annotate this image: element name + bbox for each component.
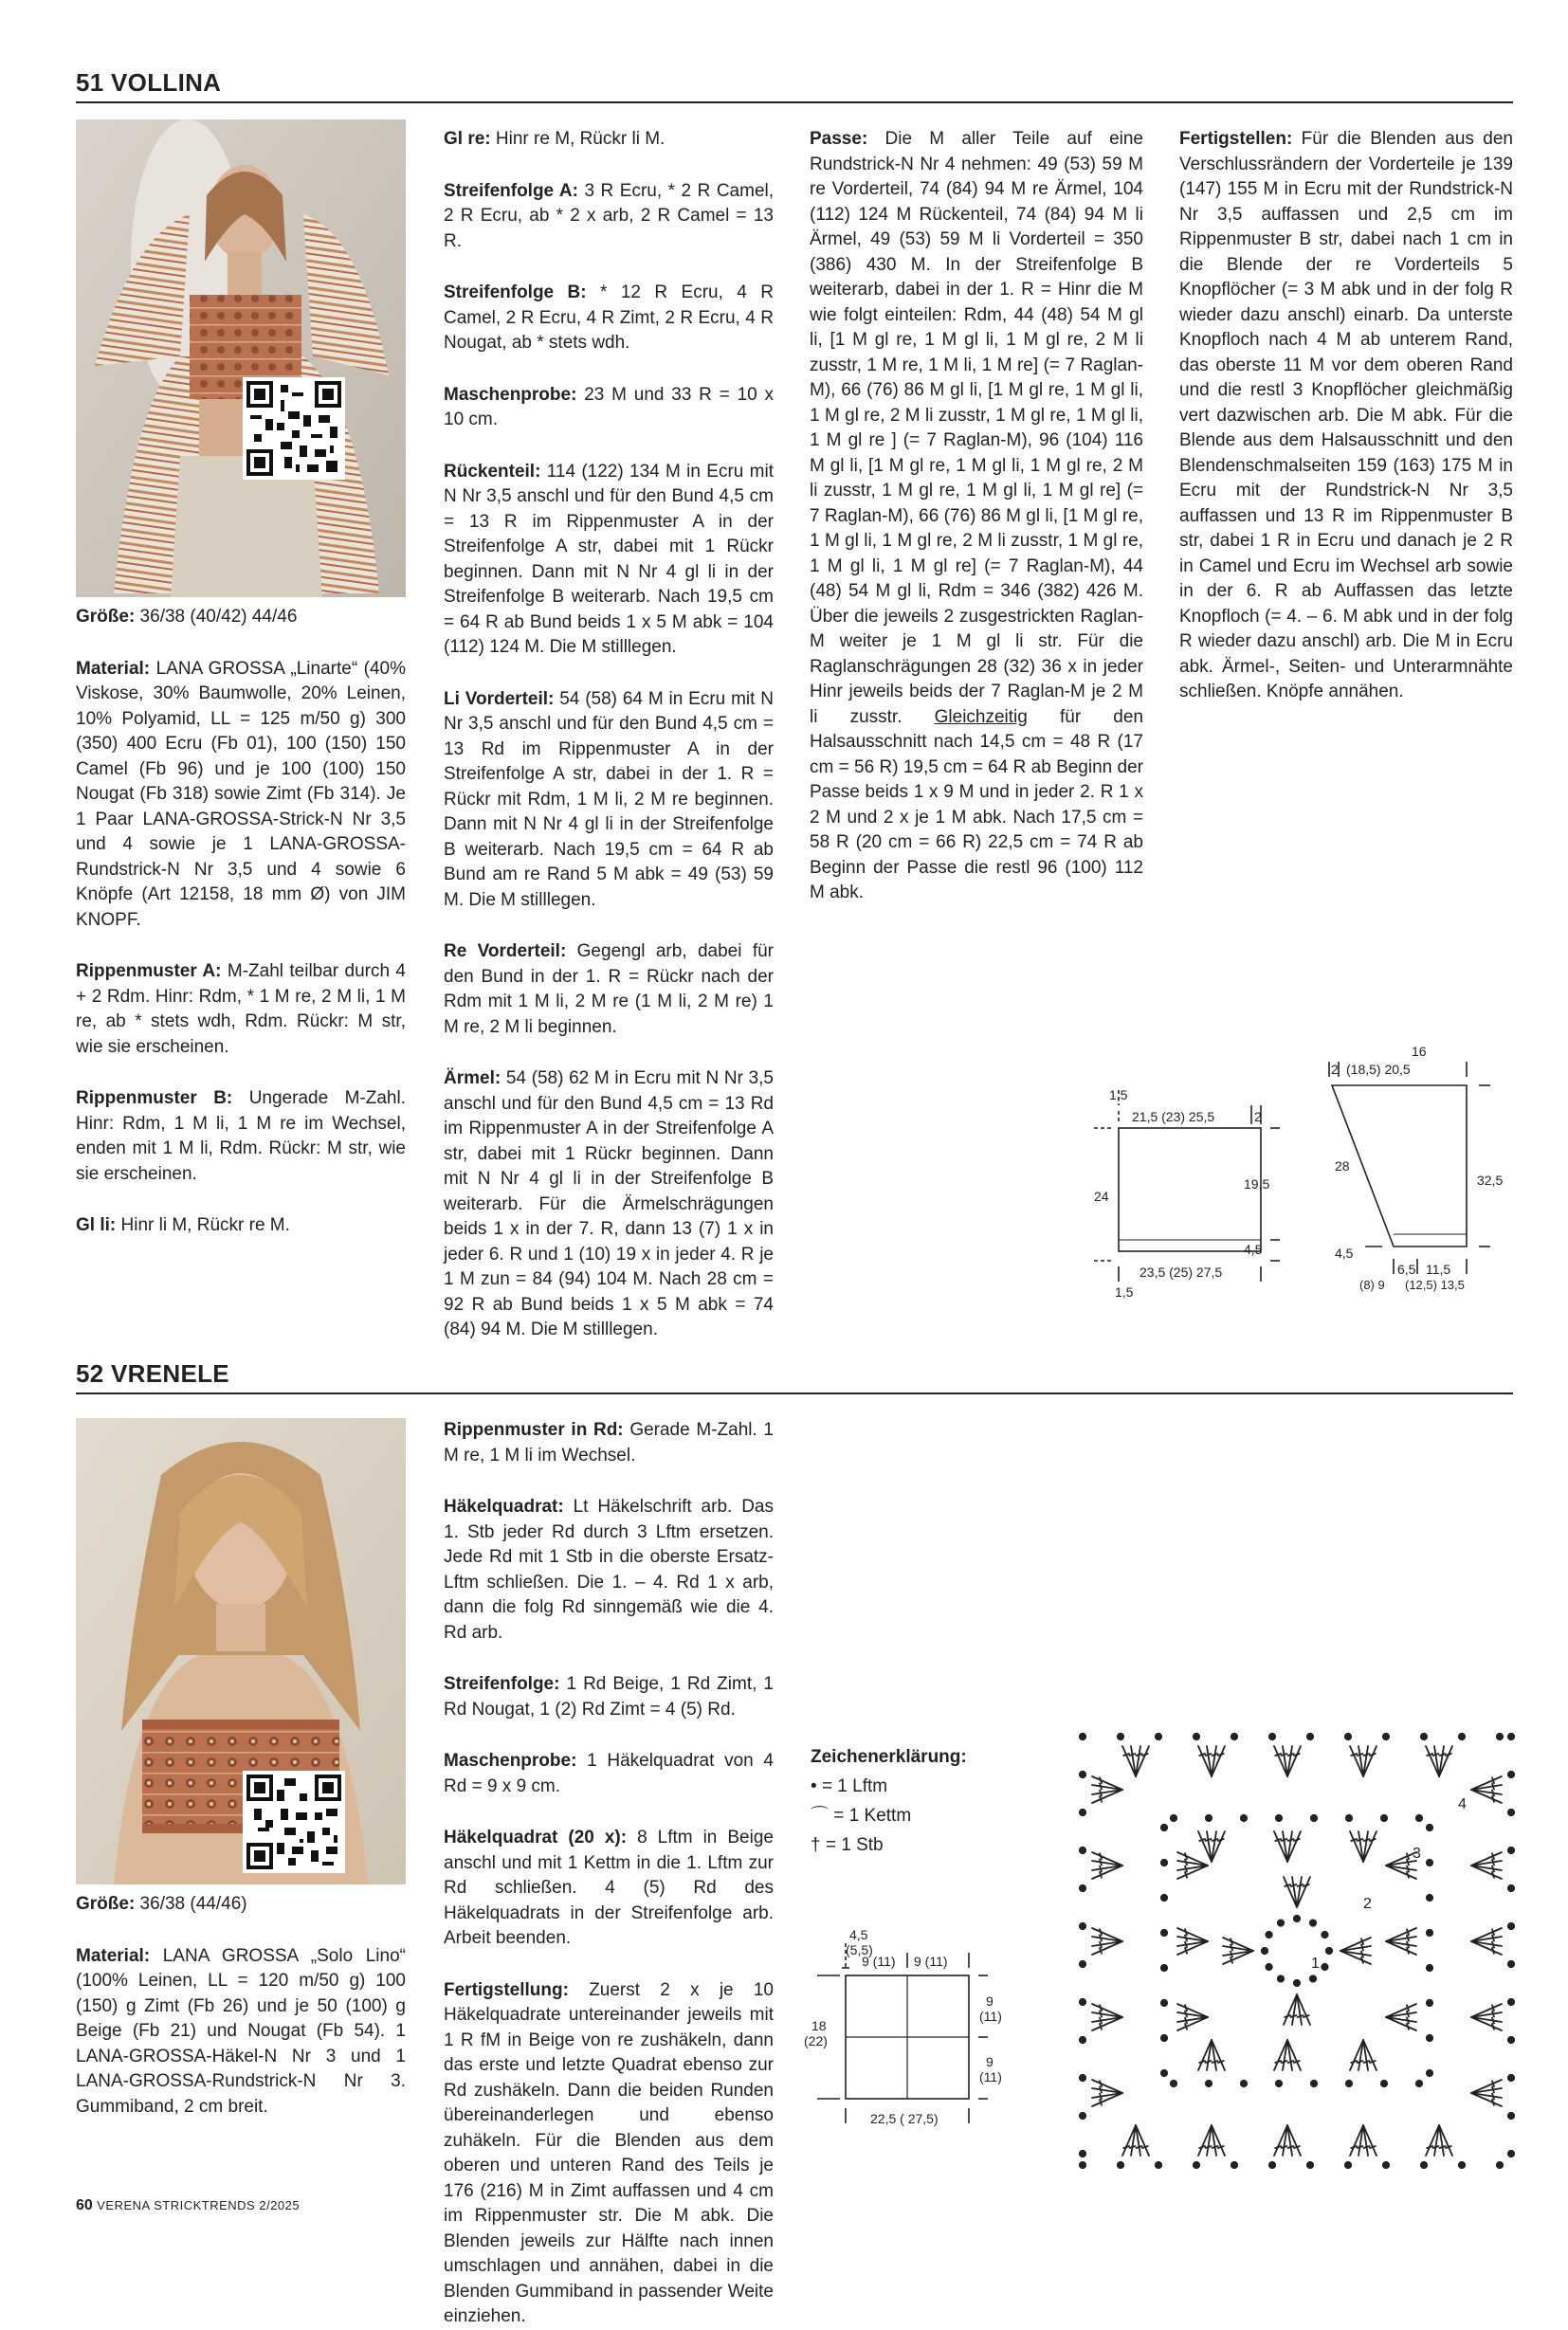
section-header-52 <box>76 1359 1513 1394</box>
treble-cluster-icon <box>1092 1776 1122 1803</box>
treble-cluster-icon <box>1350 2125 1377 2156</box>
chain-stitch-icon <box>1508 1923 1514 1929</box>
text-gl-re: Hinr re M, Rückr li M. <box>490 129 665 149</box>
treble-cluster-icon <box>1092 1928 1122 1955</box>
dim-body-mark: 2 <box>1254 1109 1262 1124</box>
chain-stitch-icon <box>1459 1734 1465 1739</box>
text-maschenprobe-52: 1 Häkelquadrat von 4 Rd = 9 x 9 cm. <box>444 1751 774 1796</box>
treble-cluster-icon <box>1092 1852 1122 1879</box>
text-passe: Die M aller Teile auf eine Rundstrick-N Nr 4 nehmen: 49 (53) 59 M re Vorderteil, 74 (84) 94 M re Ärmel, 104 (112) 124 M Rückenteil, 74 (84) 94 M li Ärmel, 49 (53) 59 M li Vorderteil = 350 (386) 430 M. In der Streifenfolge B weiterarb, dabei in der 1. R = Hinr die M wie folgt einteilen: Rdm, 44 (48) 54 M gl li, [1 M gl re, 1 M gl li, 1 M gl re, 2 M li zusstr, 1 M re, 1 M li, 1 M re] (= 7 Raglan-M), 66 (76) 86 M gl li, [1 M gl re, 1 M gl li, 1 M gl re, 2 M li zusstr, 1 M gl re, 1 M gl li, 1 M gl re ] (= 7 Raglan-M), 96 (104) 116 M gl li, [1 M gl re, 1 M gl li, 1 M gl re, 2 M li zusstr, 1 M gl re, 1 M gl li, 1 M gl re] (= 7 Raglan-M), 66 (76) 86 M gl li, [1 M gl re, 1 M gl li, 1 M gl re, 2 M li zusstr, 1 M gl re, 1 M gl li, 1 M gl re] (= 7 Raglan-M), 44 (48) 54 M gl li, Rdm = 346 (382) 426 M. Über die jeweils 2 zusgestrickten Raglan-M weiter je 1 M gl li str. Für die Raglanschrägungen 28 (32) 36 x in jeder Hinr jeweils beids der 7 Raglan-M je 2 M li zusstr. <box>810 129 1143 727</box>
label-gl-re: Gl re: <box>444 129 491 149</box>
text-passe-2: für den Halsausschnitt nach 14,5 cm = 48 R (17 cm = 56 R) 19,5 cm = 64 R ab Beginn der Passe beids 1 x 9 M und in jeder 2. R 1 x 2 M und 2 x je 1 M abk. Nach 17,5 cm = 58 R (20 cm = 66 R) 22,5 cm = 74 R ab Beginn der Passe die restl 96 (100) 112 M abk. <box>810 706 1143 902</box>
chain-stitch-icon <box>1161 1825 1167 1830</box>
dim-body-height: 24 <box>1094 1189 1109 1204</box>
chain-stitch-icon <box>1508 2151 1514 2157</box>
text-streifenfolge-52: 1 Rd Beige, 1 Rd Zimt, 1 Rd Nougat, 1 (2) Rd Zimt = 4 (5) Rd. <box>444 1674 774 1720</box>
chain-stitch-icon <box>1194 1734 1199 1739</box>
dim-body-side: 19,5 <box>1244 1176 1270 1192</box>
chain-stitch-icon <box>1345 1734 1351 1739</box>
treble-cluster-icon <box>1122 1746 1149 1776</box>
label-fertigstellen: Fertigstellen: <box>1179 129 1293 149</box>
section-title-51: 51 VOLLINA <box>76 68 222 97</box>
label-passe: Passe: <box>810 129 868 149</box>
chain-stitch-icon <box>1171 1815 1176 1821</box>
qr-code-51[interactable] <box>243 377 345 480</box>
label-haekelquadrat-20x: Häkelquadrat (20 x): <box>444 1828 628 1848</box>
chain-stitch-icon <box>1416 1815 1422 1821</box>
treble-cluster-icon <box>1350 1746 1377 1776</box>
chain-stitch-icon <box>1080 2151 1085 2157</box>
slip-stitch-icon: ⌒ <box>811 1806 830 1826</box>
treble-cluster-icon <box>1092 2080 1122 2106</box>
treble-cluster-icon <box>1274 2040 1301 2070</box>
label-haekelquadrat: Häkelquadrat: <box>444 1497 564 1517</box>
treble-cluster-icon <box>1340 1938 1371 1964</box>
chain-stitch-icon <box>1427 1965 1432 1971</box>
legend-lftm-text: = 1 Lftm <box>821 1776 888 1796</box>
chain-stitch-icon <box>1294 1916 1300 1921</box>
dim-square-right-2: 9 <box>986 2054 994 2069</box>
chain-stitch-icon <box>1381 2081 1387 2086</box>
model-photo-cardigan <box>76 119 406 597</box>
qr-code-52[interactable] <box>243 1771 345 1873</box>
chain-stitch-icon <box>1346 1815 1352 1821</box>
dim-sleeve-top-2: (18,5) 20,5 <box>1346 1062 1411 1077</box>
dim-sleeve-bottom-2-sub: (12,5) 13,5 <box>1405 1278 1465 1292</box>
chain-stitch-icon <box>1326 1948 1332 1954</box>
text-streifenfolge-b: * 12 R Ecru, 4 R Camel, 2 R Ecru, 4 R Zimt, 2 R Ecru, 4 R Nougat, ab * stets wdh. <box>444 282 774 353</box>
chain-stitch-icon <box>1080 1961 1085 1967</box>
schematic-52 <box>796 1924 1033 2142</box>
treble-cluster-icon <box>1122 2125 1149 2156</box>
chain-stitch-icon <box>1310 1920 1316 1925</box>
dim-sleeve-length: 28 <box>1335 1158 1350 1174</box>
text-rippenmuster-a: M-Zahl teilbar durch 4 + 2 Rdm. Hinr: Rdm, * 1 M re, 2 M li, 1 M re, ab * stets wdh, Rdm. Rückr: M str, wie sie erscheinen. <box>76 961 406 1057</box>
treble-cluster-icon <box>1198 2040 1225 2070</box>
label-gl-li: Gl li: <box>76 1215 117 1235</box>
dim-square-bottom: 22,5 ( 27,5) <box>870 2111 939 2126</box>
treble-cluster-icon <box>1177 1928 1208 1955</box>
text-rueckenteil: 114 (122) 134 M in Ecru mit N Nr 3,5 anschl und für den Bund 4,5 cm = 13 R im Rippenmuster A in der Streifenfolge A str, dabei mit 1 Rückr beginnen. Dann mit N Nr 4 gl li in der Streifenfolge B weiterarb. Nach 19,5 cm = 64 R ab Bund beids 1 x 5 M abk = 104 (112) 124 M. Die M stilllegen. <box>444 461 774 657</box>
cardigan-photo-illustration <box>76 119 406 597</box>
chain-stitch-icon <box>1310 1975 1316 1981</box>
chain-stitch-icon <box>1080 2113 1085 2119</box>
label-groesse-52: Größe: <box>76 1894 136 1914</box>
treble-cluster-icon <box>1284 1877 1310 1907</box>
treble-cluster-icon <box>1274 1831 1301 1862</box>
chain-stitch-icon <box>1194 2162 1199 2168</box>
chain-stitch-icon <box>1307 1734 1313 1739</box>
chain-stitch-icon <box>1161 1860 1167 1866</box>
chain-stitch-icon <box>1231 2162 1237 2168</box>
chain-stitch-icon <box>1508 2075 1514 2081</box>
chain-stitch-icon <box>1322 1932 1327 1938</box>
dim-sleeve-total: 32,5 <box>1477 1173 1504 1188</box>
dim-square-right-1b: (11) <box>979 2009 1002 2024</box>
chain-stitch-icon <box>1508 1734 1514 1739</box>
treble-cluster-icon <box>1350 2040 1377 2070</box>
text-rippenmuster-rd: Gerade M-Zahl. 1 M re, 1 M li im Wechsel. <box>444 1420 775 1465</box>
text-fertigstellen: Für die Blenden aus den Verschlussrändern der Vorderteile je 139 (147) 155 M in Ecru mit der Rundstrick-N Nr 3,5 auffassen und 2,5 cm im Rippenmuster B str, dabei nach 1 cm in die Blende der re Vorderteils 5 Knopflöcher (= 3 M abk und in der folg R wieder dazu anschl) einarb. Da unterste Knopfloch nach 4 M ab unterem Rand, das oberste 11 M vor dem oberen Rand und die restl 3 Knopflöcher gleichmäßig vert dazwischen arb. Die M abk. Für die Blende aus dem Halsausschnitt und den Blendenschmalseiten 159 (163) 175 M in Ecru mit der Rundstrick-N Nr 3,5 auffassen und 13 R im Rippenmuster B str, dabei 1 R in Ecru und danach je 2 R in Camel und Ecru im Wechsel arb sowie in der 6. R ab Auffassen das letzte Knopfloch (= 4. – 6. M abk und in der folg R wieder dazu anschl) arb. Die M in Ecru abk. Ärmel-, Seiten- und Unterarmnähte schließen. Knöpfe annähen. <box>1179 129 1513 701</box>
chain-stitch-icon <box>1383 2162 1389 2168</box>
text-aermel: 54 (58) 62 M in Ecru mit N Nr 3,5 anschl und für den Bund 4,5 cm = 13 Rd im Rippenmuster A in der Streifenfolge A str, dabei mit 1 Rückr beginnen. Dann mit N Nr 4 gl li in der Streifenfolge B weiterarb. Für die Ärmelschrägungen beids 1 x in der 7. R, dann 13 (7) 1 x in jeder 6. R und 1 (10) 19 x in jeder 4. R je 1 M zun = 84 (94) 104 M. Nach 28 cm = 92 R ab Bund beids 1 x 5 M abk = 74 (84) 94 M. Die M stilllegen. <box>444 1068 774 1339</box>
chain-stitch-icon <box>1346 2081 1352 2086</box>
label-streifenfolge-b: Streifenfolge B: <box>444 282 587 302</box>
col-52-1 <box>76 1892 406 2120</box>
dim-body-top: 1,5 <box>1109 1087 1128 1102</box>
schematic-51 <box>1081 1033 1517 1327</box>
chain-stitch-icon <box>1427 2070 1432 2076</box>
chain-stitch-icon <box>1080 1772 1085 1777</box>
treble-cluster-icon <box>1350 1831 1377 1862</box>
text-maschenprobe-51: 23 M und 33 R = 10 x 10 cm. <box>444 384 774 429</box>
chain-stitch-icon <box>1459 2162 1465 2168</box>
col-51-4 <box>1179 127 1513 732</box>
chain-stitch-icon <box>1269 1734 1275 1739</box>
label-rippenmuster-rd: Rippenmuster in Rd: <box>444 1420 624 1440</box>
dim-square-right-2b: (11) <box>979 2069 1002 2084</box>
chain-stitch-icon <box>1080 2162 1085 2168</box>
chain-stitch-icon <box>1206 1815 1212 1821</box>
page-footer <box>76 2197 300 2214</box>
page-number: 60 <box>76 2197 93 2213</box>
treble-cluster-icon <box>1471 2004 1502 2030</box>
treble-cluster-icon <box>1386 2004 1416 2030</box>
treble-cluster-icon <box>1386 1928 1416 1955</box>
treble-cluster-icon <box>1177 1852 1208 1879</box>
qr-code-icon <box>246 381 341 476</box>
dim-body-width: 21,5 (23) 25,5 <box>1132 1109 1215 1124</box>
text-fertigstellung: Zuerst 2 x je 10 Häkelquadrate untereinander jeweils mit 1 R fM in Beige von re zushäkeln, dann das erste und letzte Quadrat ebenso zur Rd zushäkeln. Dann die beiden Runden übereinanderlegen und ebenso zuhäkeln. Für die Blenden aus dem oberen und unteren Rand des Teils je 176 (216) M in Zimt auffassen und 4 cm im Rippenmuster str. Die M abk. Die Blenden jeweils zur Hälfte nach innen umschlagen und annähen, dabei in die Blenden Gummiband in passender Weite einziehen. <box>444 1979 774 2326</box>
chain-stitch-icon <box>1427 1895 1432 1901</box>
treble-cluster-icon <box>1284 1994 1310 2025</box>
chain-stitch-icon <box>1278 1975 1284 1981</box>
text-gl-li: Hinr li M, Rückr re M. <box>116 1215 290 1235</box>
chain-stitch-icon <box>1497 2162 1503 2168</box>
treble-cluster-icon <box>1198 2125 1225 2156</box>
chain-stitch-icon <box>1241 2081 1247 2086</box>
label-maschenprobe-52: Maschenprobe: <box>444 1751 577 1771</box>
chain-stitch-icon <box>1416 2081 1422 2086</box>
label-fertigstellung: Fertigstellung: <box>444 1979 569 2000</box>
dim-sleeve-top-1: 16 <box>1412 1044 1427 1059</box>
label-streifenfolge-52: Streifenfolge: <box>444 1674 560 1694</box>
text-groesse-52: 36/38 (44/46) <box>135 1894 247 1914</box>
treble-cluster-icon <box>1274 1746 1301 1776</box>
chain-stitch-icon <box>1294 1980 1300 1986</box>
qr-code-icon <box>246 1775 341 1869</box>
dim-sleeve-bottom-1: 6,5 <box>1397 1262 1416 1277</box>
treble-cluster-icon <box>1471 1776 1502 1803</box>
chain-stitch-icon <box>1508 1848 1514 1853</box>
label-rippenmuster-b: Rippenmuster B: <box>76 1088 233 1108</box>
chain-stitch-icon <box>1171 2081 1176 2086</box>
text-haekelquadrat-20x: 8 Lftm in Beige anschl und mit 1 Kettm in die 1. Lftm zur Rd schließen. 4 (5) Rd des Häkelquadrats in der Streifenfolge arb. Arbeit beenden. <box>444 1828 774 1948</box>
chain-stitch-icon <box>1161 2035 1167 2041</box>
text-li-vorderteil: 54 (58) 64 M in Ecru mit N Nr 3,5 anschl und für den Bund 4,5 cm = 13 Rd im Rippenmuster A in der Streifenfolge A str, dabei in der 1. R = Rückr mit Rdm, 1 M li, 2 M re beginnen. Dann mit N Nr 4 gl li in der Streifenfolge B weiterarb. Nach 19,5 cm = 64 R ab Bund am re Rand 5 M abk = 49 (53) 59 M. Die M stilllegen. <box>444 688 774 910</box>
dim-square-right-1: 9 <box>986 1993 994 2009</box>
chain-stitch-icon <box>1322 1964 1327 1970</box>
chain-stitch-icon <box>1080 1923 1085 1929</box>
label-rueckenteil: Rückenteil: <box>444 461 541 482</box>
label-rippenmuster-a: Rippenmuster A: <box>76 961 222 981</box>
legend-row-stb <box>811 1830 967 1860</box>
treble-cluster-icon <box>1223 1938 1253 1964</box>
text-groesse: 36/38 (40/42) 44/46 <box>135 607 298 627</box>
chain-stitch-icon <box>1080 1734 1085 1739</box>
chain-stitch-icon <box>1080 1885 1085 1891</box>
chain-stitch-icon <box>1345 2162 1351 2168</box>
chain-stitch-icon <box>1118 1734 1123 1739</box>
chart-round-1-label: 1 <box>1311 1956 1320 1972</box>
chain-stitch-icon <box>1427 1860 1432 1866</box>
text-material-52: LANA GROSSA „Solo Lino“ (100% Leinen, LL = 120 m/50 g) 100 (150) g Zimt (Fb 26) und je 50 (100) g Beige (Fb 21) und Nougat (Fb 54). 1 LANA-GROSSA-Häkel-N Nr 3 und 1 LANA-GROSSA-Rundstrick-N Nr 3. Gummiband, 2 cm breit. <box>76 1945 406 2117</box>
magazine-name: VERENA STRICKTRENDS 2/2025 <box>97 2198 301 2212</box>
chain-stitch-icon <box>1156 1734 1161 1739</box>
chain-stitch-icon <box>1508 1961 1514 1967</box>
label-re-vorderteil: Re Vorderteil: <box>444 941 567 961</box>
chain-stitch-icon: • <box>811 1776 817 1796</box>
text-rippenmuster-b: Ungerade M-Zahl. Hinr: Rdm, 1 M li, 1 M re im Wechsel, enden mit 1 M li, Rdm. Rückr: M str, wie sie erscheinen. <box>76 1088 406 1184</box>
chain-stitch-icon <box>1269 2162 1275 2168</box>
text-re-vorderteil: Gegengl arb, dabei für den Bund in der 1. R = Rückr nach der Rdm mit 1 M li, 2 M re (1 M li, 2 M re) 1 M re, 2 M li beginnen. <box>444 941 774 1037</box>
dim-square-top-1: 4,5 <box>849 1927 868 1942</box>
chain-stitch-icon <box>1311 2081 1317 2086</box>
chain-stitch-icon <box>1383 1734 1389 1739</box>
dim-sleeve-bottom-1-sub: (8) 9 <box>1359 1278 1385 1292</box>
chain-stitch-icon <box>1161 2070 1167 2076</box>
dim-square-width-1: 9 (11) <box>862 1954 896 1969</box>
chain-stitch-icon <box>1381 1815 1387 1821</box>
chain-stitch-icon <box>1307 2162 1313 2168</box>
chain-stitch-icon <box>1161 2000 1167 2006</box>
chain-stitch-icon <box>1427 2000 1432 2006</box>
chain-stitch-icon <box>1276 1815 1282 1821</box>
dim-square-width-2: 9 (11) <box>914 1954 948 1969</box>
dim-sleeve-bund: 4,5 <box>1335 1246 1354 1261</box>
chart-round-2-label: 2 <box>1363 1896 1372 1912</box>
treble-cluster-icon <box>1471 2080 1502 2106</box>
dim-body-bottom: 23,5 (25) 27,5 <box>1140 1265 1223 1280</box>
text-streifenfolge-a: 3 R Ecru, * 2 R Camel, 2 R Ecru, ab * 2 x arb, 2 R Camel = 13 R. <box>444 180 775 251</box>
chain-stitch-icon <box>1080 1999 1085 2005</box>
chain-stitch-icon <box>1278 1920 1284 1925</box>
text-material: LANA GROSSA „Linarte“ (40% Viskose, 30% Baumwolle, 20% Leinen, 10% Polyamid, LL = 125 m/50 g) 300 (350) 400 Ecru (Fb 01), 100 (150) 150 Camel (Fb 96) und je 100 (100) 150 Nougat (Fb 318) sowie Zimt (Fb 314). Je 1 Paar LANA-GROSSA-Strick-N Nr 3,5 und 4 sowie je 1 LANA-GROSSA-Rundstrick-N Nr 3,5 und 4 sowie 6 Knöpfe (Art 12158, 18 mm Ø) von JIM KNOPF. <box>76 658 406 930</box>
dim-square-top-2: (5,5) <box>846 1942 873 1957</box>
treble-cluster-icon <box>1426 1746 1452 1776</box>
chain-stitch-icon <box>1421 2162 1427 2168</box>
chain-stitch-icon <box>1266 1932 1271 1938</box>
col-51-1 <box>76 605 406 1265</box>
chain-stitch-icon <box>1508 2037 1514 2043</box>
model-photo-top <box>76 1418 406 1884</box>
chain-stitch-icon <box>1206 2081 1212 2086</box>
legend-kettm-text: = 1 Kettm <box>833 1806 912 1826</box>
chain-stitch-icon <box>1241 1815 1247 1821</box>
chain-stitch-icon <box>1508 1999 1514 2005</box>
chain-stitch-icon <box>1080 2037 1085 2043</box>
legend-row-lftm <box>811 1772 967 1801</box>
chain-stitch-icon <box>1427 1825 1432 1830</box>
section-header-51 <box>76 68 1513 103</box>
chain-stitch-icon <box>1080 1848 1085 1853</box>
dim-sleeve-bottom-2: 11,5 <box>1426 1262 1451 1277</box>
treble-stitch-icon: † <box>811 1835 821 1855</box>
treble-cluster-icon <box>1198 1831 1225 1862</box>
chain-stitch-icon <box>1508 1810 1514 1815</box>
chain-stitch-icon <box>1262 1948 1267 1954</box>
legend-stb-text: = 1 Stb <box>825 1835 884 1855</box>
treble-cluster-icon <box>1092 2004 1122 2030</box>
dim-sleeve-mark: 2 <box>1331 1062 1339 1077</box>
chain-stitch-icon <box>1080 1810 1085 1815</box>
legend-title: Zeichenerklärung: <box>811 1747 967 1767</box>
section-title-52: 52 VRENELE <box>76 1359 229 1388</box>
treble-cluster-icon <box>1471 1852 1502 1879</box>
chain-stitch-icon <box>1508 1885 1514 1891</box>
chain-stitch-icon <box>1427 2035 1432 2041</box>
text-haekelquadrat: Lt Häkelschrift arb. Das 1. Stb jeder Rd durch 3 Lftm ersetzen. Jede Rd mit 1 Stb in die oberste Ersatz-Lftm schließen. Die 1. – 4. Rd 1 x arb, dann die folg Rd sinngemäß wie die 4. Rd arb. <box>444 1497 774 1643</box>
col-52-2 <box>444 1418 774 2330</box>
chain-stitch-icon <box>1080 2075 1085 2081</box>
crochet-top-photo-illustration <box>76 1418 406 1884</box>
schematic-body-piece <box>1119 1128 1261 1251</box>
label-aermel: Ärmel: <box>444 1068 501 1088</box>
label-material: Material: <box>76 658 151 679</box>
label-material-52: Material: <box>76 1945 151 1966</box>
crochet-chart <box>1069 1723 1515 2178</box>
chart-round-4-label: 4 <box>1458 1796 1467 1812</box>
chain-stitch-icon <box>1161 1895 1167 1901</box>
chain-stitch-icon <box>1231 1734 1237 1739</box>
dim-square-height-2: (22) <box>804 2033 828 2048</box>
dim-square-height: 18 <box>811 2018 827 2033</box>
label-li-vorderteil: Li Vorderteil: <box>444 688 555 709</box>
treble-cluster-icon <box>1426 2125 1452 2156</box>
label-groesse: Größe: <box>76 607 136 627</box>
chain-stitch-icon <box>1276 2081 1282 2086</box>
col-51-2 <box>444 127 774 1343</box>
chain-stitch-icon <box>1421 1734 1427 1739</box>
label-maschenprobe-51: Maschenprobe: <box>444 384 577 405</box>
chain-stitch-icon <box>1161 1965 1167 1971</box>
chain-stitch-icon <box>1311 1815 1317 1821</box>
legend-row-kettm <box>811 1801 967 1830</box>
chart-legend <box>811 1742 967 1860</box>
chain-stitch-icon <box>1118 2162 1123 2168</box>
dim-body-bund: 4,5 <box>1244 1242 1263 1257</box>
chain-stitch-icon <box>1427 1930 1432 1936</box>
chart-round-3-label: 3 <box>1413 1846 1421 1862</box>
chain-stitch-icon <box>1266 1964 1271 1970</box>
col-51-3 <box>810 127 1143 906</box>
dim-body-bottom-2: 1,5 <box>1115 1284 1134 1300</box>
chain-stitch-icon <box>1156 2162 1161 2168</box>
chain-stitch-icon <box>1497 1734 1503 1739</box>
schematic-sleeve-piece <box>1332 1085 1467 1247</box>
treble-cluster-icon <box>1471 1928 1502 1955</box>
chain-stitch-icon <box>1508 1772 1514 1777</box>
treble-cluster-icon <box>1177 2004 1208 2030</box>
treble-cluster-icon <box>1274 2125 1301 2156</box>
treble-cluster-icon <box>1198 1746 1225 1776</box>
label-streifenfolge-a: Streifenfolge A: <box>444 180 578 201</box>
text-gleichzeitig: Gleichzeitig <box>934 706 1028 727</box>
chain-stitch-icon <box>1161 1930 1167 1936</box>
chain-stitch-icon <box>1508 2113 1514 2119</box>
